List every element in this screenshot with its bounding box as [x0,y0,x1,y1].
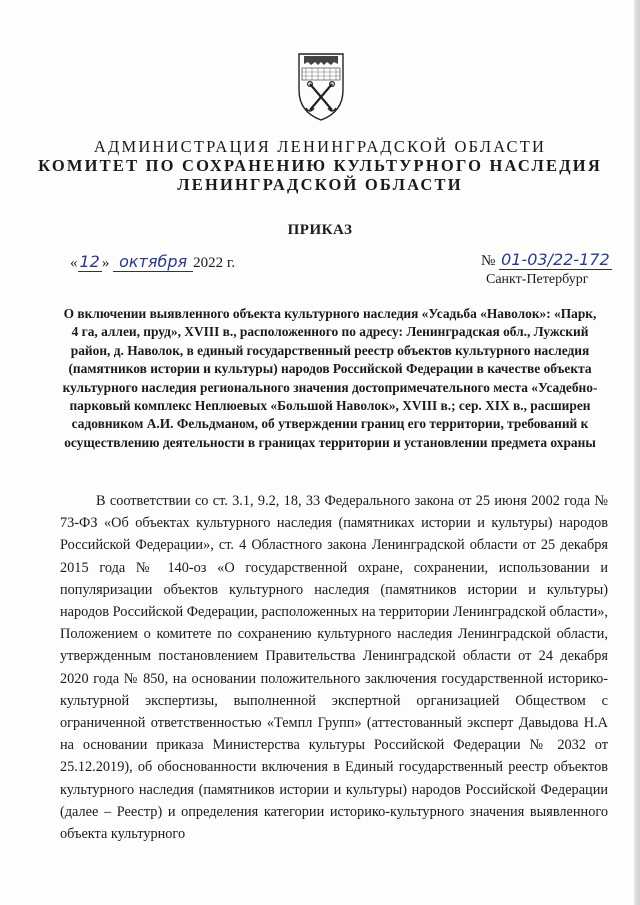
date-month: октября [113,252,193,272]
region-title: ЛЕНИНГРАДСКОЙ ОБЛАСТИ [177,175,463,194]
order-title: ПРИКАЗ [287,222,353,238]
coat-of-arms-icon [296,50,346,122]
order-number [481,250,612,270]
committee-title: КОМИТЕТ ПО СОХРАНЕНИЮ КУЛЬТУРНОГО НАСЛЕДИЯ [38,156,602,175]
order-body-paragraph: В соответствии со ст. 3.1, 9.2, 18, 33 Федерального закона от 25 июня 2002 года № 73-ФЗ «Об объектах культурного наследия (памятниках истории и культуры) народов Российской Федерации», ст. 4 Областного закона Ленинградской области от 25 декабря 2015 года № 140-оз «О государственной охране, сохранении, использовании и популяризации объектов культурного наследия (памятников истории и культуры) народов Российской Федерации, расположенных на территории Ленинградской области», Положением о комитете по сохранению культурного наследия Ленинградской области, утвержденным постановлением Правительства Ленинградской области от 24 декабря 2020 года № 850, на основании положительного заключения государственной историко-культурной экспертизы, выполненной экспертной организацией Обществом с ограниченной ответственностью «Темпл Групп» (аттестованный эксперт Давыдова Н.А на основании приказа Министерства культуры Российской Федерации № 2032 от 25.12.2019), об обоснованности включения в Единый государственный реестр объектов культурного наследия (памятников истории и культуры) народов Российской Федерации (далее – Реестр) и определения категории историко-культурного значения выявленного объекта культурного [60,493,608,843]
date-year: 2022 г. [193,255,236,271]
administration-title: АДМИНИСТРАЦИЯ ЛЕНИНГРАДСКОЙ ОБЛАСТИ [93,137,547,156]
date-day: 12 [79,252,100,271]
date-open-quote: « [70,255,78,271]
number-value: 01-03/22-172 [501,250,610,269]
order-subject: О включении выявленного объекта культурного наследия «Усадьба «Наволок»: «Парк, 4 га, аллеи, пруд», XVIII в., расположенного по адресу: Ленинградская обл., Лужский район, д. Наволок, в единый государственный реестр объектов культурного наследия (памятников истории и культуры) народов Российской Федерации в качестве объекта культурного наследия регионального значения достопримечательного места «Усадебно-парковый комплекс Неплюевых «Большой Наволок», XVIII в.; сер. XIX в., расширен садовником А.И. Фельдманом, об утверждении границ его территории, требований к осуществлению деятельности в границах территории и установлении предмета охраны [62,306,598,450]
number-prefix: № [481,253,496,269]
scan-edge [634,0,640,905]
order-city: Санкт-Петербург [486,272,589,287]
order-date [70,252,235,272]
date-close-quote: » [101,255,110,271]
